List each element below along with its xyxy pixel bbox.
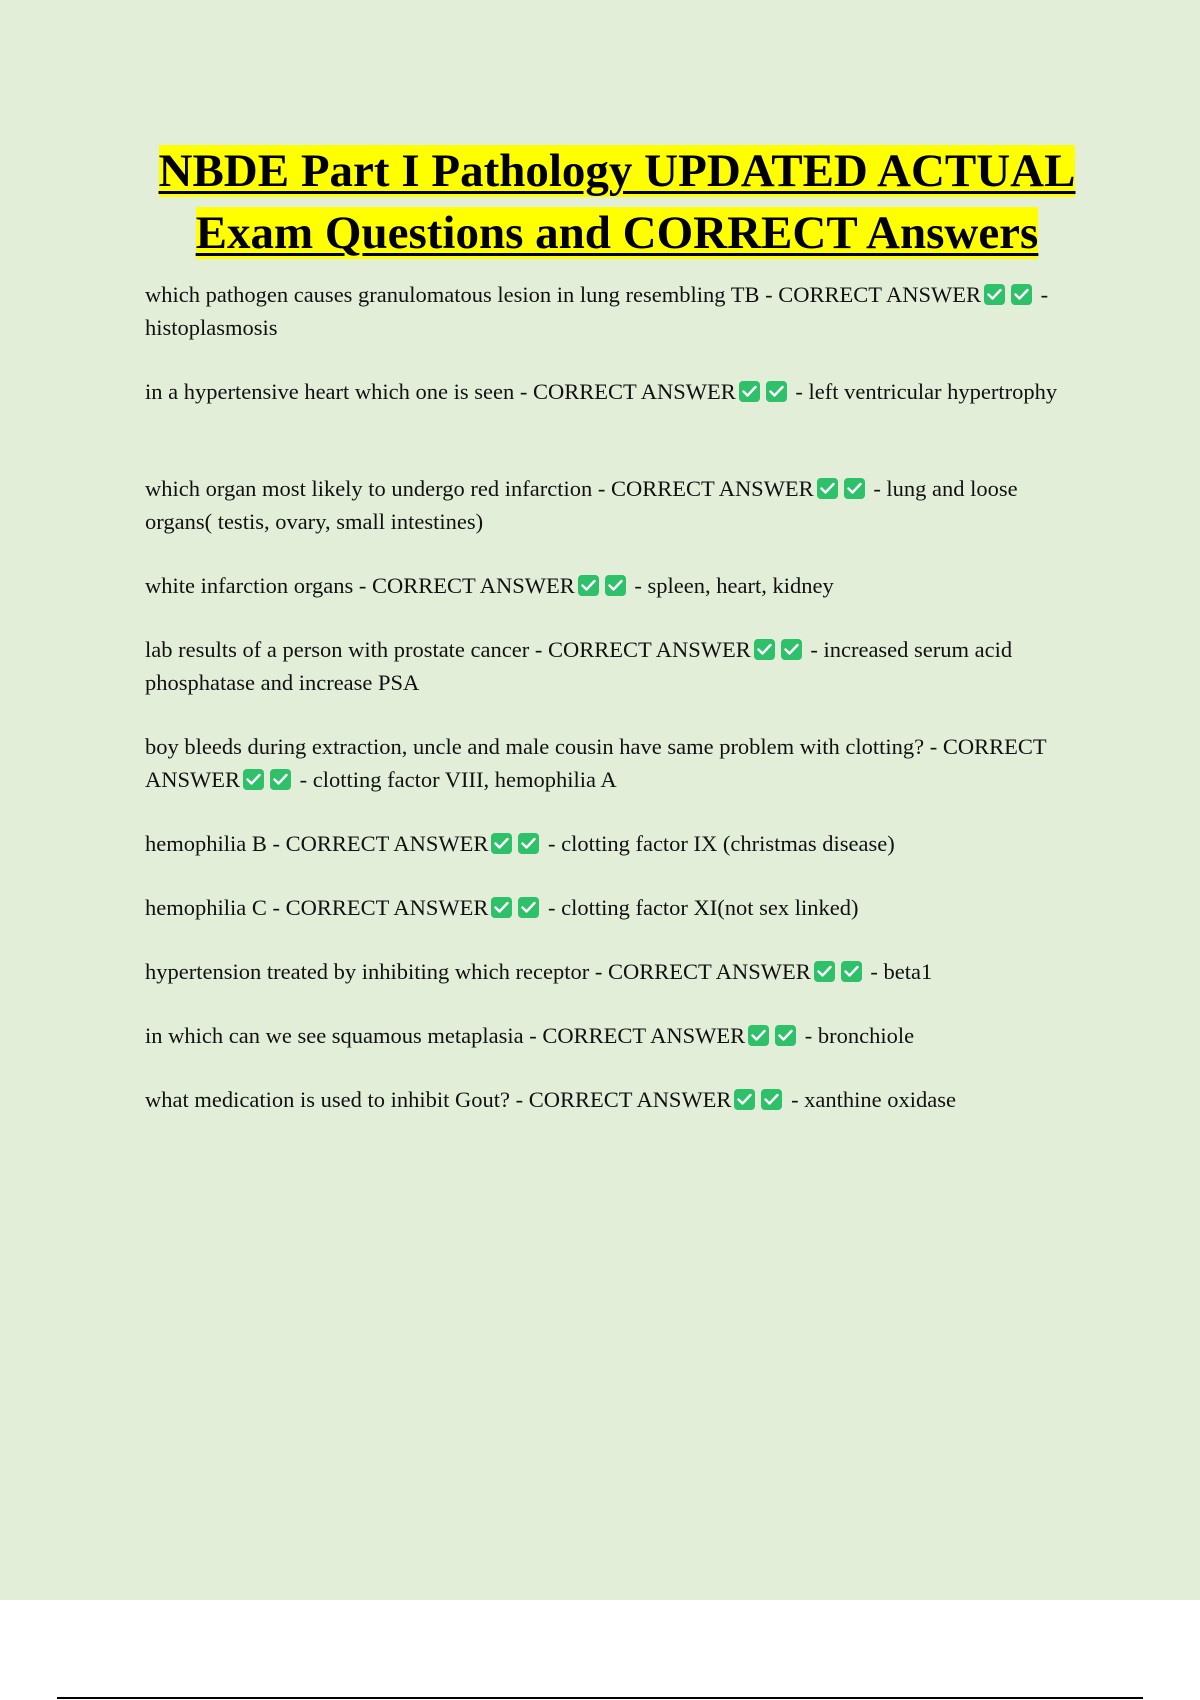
answer-marker: - CORRECT ANSWER bbox=[597, 476, 814, 501]
qa-list bbox=[145, 278, 1090, 1147]
answer-marker: - CORRECT ANSWER bbox=[529, 1023, 746, 1048]
check-icon bbox=[781, 639, 802, 660]
question-text: what medication is used to inhibit Gout? bbox=[145, 1087, 510, 1112]
qa-item bbox=[145, 633, 1090, 699]
qa-item bbox=[145, 1083, 1090, 1116]
answer-marker: - CORRECT ANSWER bbox=[272, 895, 489, 920]
check-icon bbox=[491, 833, 512, 854]
question-text: which pathogen causes granulomatous lesion in lung resembling TB bbox=[145, 282, 760, 307]
answer-marker: - CORRECT ANSWER bbox=[358, 573, 575, 598]
question-text: hemophilia C bbox=[145, 895, 267, 920]
qa-item bbox=[145, 278, 1090, 344]
qa-item bbox=[145, 730, 1090, 796]
qa-item bbox=[145, 891, 1090, 924]
qa-item bbox=[145, 1019, 1090, 1052]
title-line-2: Exam Questions and CORRECT Answers bbox=[195, 207, 1039, 259]
answer-text: - histoplasmosis bbox=[145, 282, 1049, 340]
answer-text: - xanthine oxidase bbox=[791, 1087, 957, 1112]
answer-text: - lung and loose organs( testis, ovary, small intestines) bbox=[145, 476, 1018, 534]
check-icon bbox=[1011, 284, 1032, 305]
qa-item bbox=[145, 955, 1090, 988]
check-icon bbox=[491, 897, 512, 918]
check-icon bbox=[578, 575, 599, 596]
qa-item bbox=[145, 472, 1090, 538]
check-icon bbox=[748, 1025, 769, 1046]
question-text: hypertension treated by inhibiting which receptor bbox=[145, 959, 590, 984]
answer-marker: - CORRECT ANSWER bbox=[519, 379, 736, 404]
qa-item bbox=[145, 569, 1090, 602]
document-title bbox=[0, 140, 1200, 264]
answer-marker: - CORRECT ANSWER bbox=[145, 734, 1047, 792]
question-text: in a hypertensive heart which one is seen bbox=[145, 379, 515, 404]
question-text: lab results of a person with prostate cancer bbox=[145, 637, 530, 662]
answer-text: - spleen, heart, kidney bbox=[634, 573, 834, 598]
check-icon bbox=[518, 897, 539, 918]
title-line-1: NBDE Part I Pathology UPDATED ACTUAL bbox=[158, 145, 1076, 197]
check-icon bbox=[605, 575, 626, 596]
answer-text: - clotting factor XI(not sex linked) bbox=[547, 895, 859, 920]
check-icon bbox=[984, 284, 1005, 305]
check-icon bbox=[734, 1089, 755, 1110]
question-text: hemophilia B bbox=[145, 831, 267, 856]
check-icon bbox=[775, 1025, 796, 1046]
answer-text: - increased serum acid phosphatase and increase PSA bbox=[145, 637, 1013, 695]
answer-text: - bronchiole bbox=[804, 1023, 915, 1048]
check-icon bbox=[766, 381, 787, 402]
check-icon bbox=[518, 833, 539, 854]
question-text: which organ most likely to undergo red infarction bbox=[145, 476, 593, 501]
footer-divider bbox=[57, 1697, 1143, 1699]
question-text: in which can we see squamous metaplasia bbox=[145, 1023, 524, 1048]
check-icon bbox=[739, 381, 760, 402]
answer-marker: - CORRECT ANSWER bbox=[765, 282, 981, 307]
question-text: boy bleeds during extraction, uncle and male cousin have same problem with clotting? bbox=[145, 734, 925, 759]
qa-item bbox=[145, 827, 1090, 860]
answer-marker: - CORRECT ANSWER bbox=[594, 959, 811, 984]
check-icon bbox=[754, 639, 775, 660]
question-text: white infarction organs bbox=[145, 573, 354, 598]
answer-text: - beta1 bbox=[870, 959, 933, 984]
check-icon bbox=[817, 478, 838, 499]
check-icon bbox=[761, 1089, 782, 1110]
answer-text: - clotting factor IX (christmas disease) bbox=[547, 831, 895, 856]
answer-text: - clotting factor VIII, hemophilia A bbox=[299, 767, 617, 792]
check-icon bbox=[841, 961, 862, 982]
answer-text: - left ventricular hypertrophy bbox=[795, 379, 1058, 404]
qa-item bbox=[145, 375, 1090, 441]
answer-marker: - CORRECT ANSWER bbox=[272, 831, 489, 856]
check-icon bbox=[270, 769, 291, 790]
check-icon bbox=[814, 961, 835, 982]
answer-marker: - CORRECT ANSWER bbox=[515, 1087, 732, 1112]
check-icon bbox=[243, 769, 264, 790]
check-icon bbox=[844, 478, 865, 499]
answer-marker: - CORRECT ANSWER bbox=[534, 637, 751, 662]
